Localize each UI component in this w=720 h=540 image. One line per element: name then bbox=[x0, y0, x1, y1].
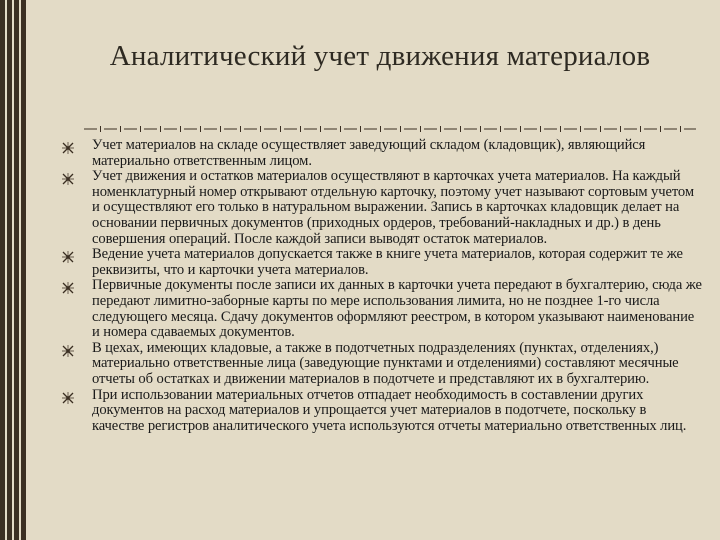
list-item bbox=[62, 341, 702, 388]
ornament-bullet-icon bbox=[62, 391, 92, 405]
ornament-bullet-icon bbox=[62, 250, 92, 264]
ornament-bullet-icon bbox=[62, 172, 92, 186]
ornament-bullet-icon bbox=[62, 281, 92, 295]
bullet-list bbox=[62, 138, 702, 434]
list-item bbox=[62, 169, 702, 247]
ornament-bullet-icon bbox=[62, 141, 92, 155]
list-item-text: При использовании материальных отчетов отпадает необходимость в составлении других документов на расход материалов и упрощается учет материалов в подотчете, поскольку в качестве регистров аналитического учета используются отчеты материально ответственных лиц. bbox=[92, 386, 687, 434]
list-item bbox=[62, 247, 702, 278]
list-item bbox=[62, 138, 702, 169]
list-item-text: В цехах, имеющих кладовые, а также в подотчетных подразделениях (пунктах, отделениях,) материально ответственные лица (заведующие пунктами и отделениями) составляют месячные отчеты об остатках и движении материалов в подотчете и представляют их в бухгалтерию. bbox=[92, 339, 679, 387]
list-item-text: Учет материалов на складе осуществляет заведующий складом (кладовщик), являющийся материально ответственным лицом. bbox=[92, 137, 646, 169]
page-title: Аналитический учет движения материалов bbox=[109, 40, 651, 72]
decorative-divider bbox=[84, 126, 696, 132]
ornament-bullet-icon bbox=[62, 344, 92, 358]
list-item-text: Учет движения и остатков материалов осуществляют в карточках учета материалов. На каждый номенклатурный номер открывают отдельную карточку, поэтому учет называют сортовым учетом и осуществляют его только в натуральном выражении. Запись в карточках кладовщик делает на основании первичных документов (приходных ордеров, требований-накладных и др.) в день совершения операций. После каждой записи выводят остаток материалов. bbox=[92, 168, 694, 247]
list-item-text: Ведение учета материалов допускается также в книге учета материалов, которая содержит те же реквизиты, что и карточки учета материалов. bbox=[92, 246, 683, 278]
list-item bbox=[62, 278, 702, 340]
list-item-text: Первичные документы после записи их данных в карточки учета передают в бухгалтерию, сюда же передают лимитно-заборные карты по мере использования лимита, но не позднее 1-го числа следующего месяца. Сдачу документов оформляют реестром, в котором указывают наименование и номера сдаваемых документов. bbox=[92, 277, 702, 341]
list-item bbox=[62, 388, 702, 435]
decorative-left-border bbox=[0, 0, 34, 540]
